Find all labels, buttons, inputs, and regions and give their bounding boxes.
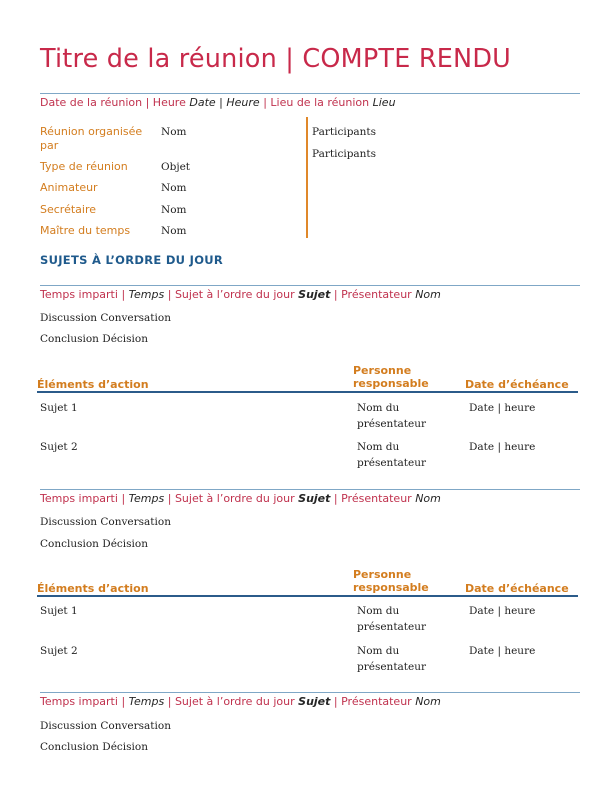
action-person: [357, 400, 426, 432]
responsible-person-line1: Personne: [353, 568, 412, 581]
presenter-value: Nom: [415, 492, 441, 505]
page-title: Titre de la réunion | COMPTE RENDU: [40, 44, 512, 74]
action-table-rule: [37, 595, 578, 597]
action-person: [357, 643, 426, 675]
presenter-label: Présentateur: [341, 695, 412, 708]
discussion-text: Discussion Conversation: [40, 312, 171, 324]
action-deadline: Date | heure: [469, 441, 536, 453]
action-deadline: Date | heure: [469, 402, 536, 414]
place-label: Lieu de la réunion: [270, 96, 370, 109]
participants-entry: Participants: [312, 126, 377, 138]
action-items-header: Éléments d’action: [37, 378, 149, 391]
secretary-value: Nom: [161, 204, 187, 216]
action-subject: Sujet 1: [40, 605, 78, 617]
responsible-person-line2: responsable: [353, 377, 429, 390]
time-value: Heure: [226, 96, 260, 109]
place-value: Lieu: [372, 96, 396, 109]
agenda-subject-value: Sujet: [298, 288, 331, 301]
action-items-header: Éléments d’action: [37, 582, 149, 595]
time-allotted-value: Temps: [128, 288, 165, 301]
facilitator-label: Animateur: [40, 181, 98, 194]
action-person: [357, 439, 426, 471]
separator: |: [145, 96, 150, 109]
deadline-header: Date d’échéance: [465, 378, 569, 391]
presenter-label: Présentateur: [341, 492, 412, 505]
time-allotted-label: Temps imparti: [40, 695, 118, 708]
responsible-person-line1: Personne: [353, 364, 412, 377]
participants-divider: [306, 117, 308, 238]
topic-rule: [40, 285, 580, 286]
meeting-meta-line: [40, 96, 396, 109]
time-allotted-label: Temps imparti: [40, 492, 118, 505]
topic-rule: [40, 692, 580, 693]
action-person-line1: Nom du: [357, 645, 400, 657]
action-subject: Sujet 2: [40, 645, 78, 657]
presenter-value: Nom: [415, 288, 441, 301]
discussion-text: Discussion Conversation: [40, 516, 171, 528]
agenda-subject-label: Sujet à l’ordre du jour: [174, 492, 295, 505]
agenda-subject-label: Sujet à l’ordre du jour: [174, 695, 295, 708]
separator: |: [121, 695, 126, 708]
organizer-value: Nom: [161, 126, 187, 138]
topic-header: [40, 695, 441, 708]
responsible-person-line2: responsable: [353, 581, 429, 594]
topic-header: [40, 492, 441, 505]
participants-entry: Participants: [312, 148, 377, 160]
action-person: [357, 603, 426, 635]
responsible-person-header: [353, 568, 429, 594]
action-person-line1: Nom du: [357, 402, 400, 414]
action-person-line2: présentateur: [357, 621, 427, 633]
time-allotted-value: Temps: [128, 695, 165, 708]
header-rule: [40, 93, 580, 94]
conclusion-text: Conclusion Décision: [40, 741, 148, 753]
action-deadline: Date | heure: [469, 605, 536, 617]
action-person-line2: présentateur: [357, 418, 427, 430]
meeting-type-label: Type de réunion: [40, 160, 128, 173]
facilitator-value: Nom: [161, 182, 187, 194]
timekeeper-value: Nom: [161, 225, 187, 237]
timekeeper-label: Maître du temps: [40, 224, 131, 237]
action-person-line1: Nom du: [357, 441, 400, 453]
conclusion-text: Conclusion Décision: [40, 538, 148, 550]
action-subject: Sujet 1: [40, 402, 78, 414]
action-subject: Sujet 2: [40, 441, 78, 453]
time-allotted-value: Temps: [128, 492, 165, 505]
presenter-label: Présentateur: [341, 288, 412, 301]
action-deadline: Date | heure: [469, 645, 536, 657]
separator: |: [219, 96, 223, 109]
separator: |: [333, 695, 338, 708]
presenter-value: Nom: [415, 695, 441, 708]
separator: |: [167, 288, 172, 301]
meeting-type-value: Objet: [161, 161, 191, 173]
time-label: Heure: [152, 96, 186, 109]
responsible-person-header: [353, 364, 429, 390]
agenda-subject-label: Sujet à l’ordre du jour: [174, 288, 295, 301]
time-allotted-label: Temps imparti: [40, 288, 118, 301]
topic-header: [40, 288, 441, 301]
separator: |: [167, 492, 172, 505]
topic-rule: [40, 489, 580, 490]
agenda-subject-value: Sujet: [298, 492, 331, 505]
action-table-rule: [37, 391, 578, 393]
deadline-header: Date d’échéance: [465, 582, 569, 595]
agenda-heading: SUJETS À L’ORDRE DU JOUR: [40, 253, 224, 267]
action-person-line2: présentateur: [357, 661, 427, 673]
date-label: Date de la réunion: [40, 96, 143, 109]
date-value: Date: [189, 96, 216, 109]
separator: |: [167, 695, 172, 708]
separator: |: [121, 288, 126, 301]
separator: |: [263, 96, 267, 109]
organizer-label: Réunion organisée par: [40, 125, 143, 152]
action-person-line2: présentateur: [357, 457, 427, 469]
conclusion-text: Conclusion Décision: [40, 333, 148, 345]
separator: |: [333, 492, 338, 505]
separator: |: [333, 288, 338, 301]
separator: |: [121, 492, 126, 505]
agenda-subject-value: Sujet: [298, 695, 331, 708]
discussion-text: Discussion Conversation: [40, 720, 171, 732]
action-person-line1: Nom du: [357, 605, 400, 617]
secretary-label: Secrétaire: [40, 203, 97, 216]
